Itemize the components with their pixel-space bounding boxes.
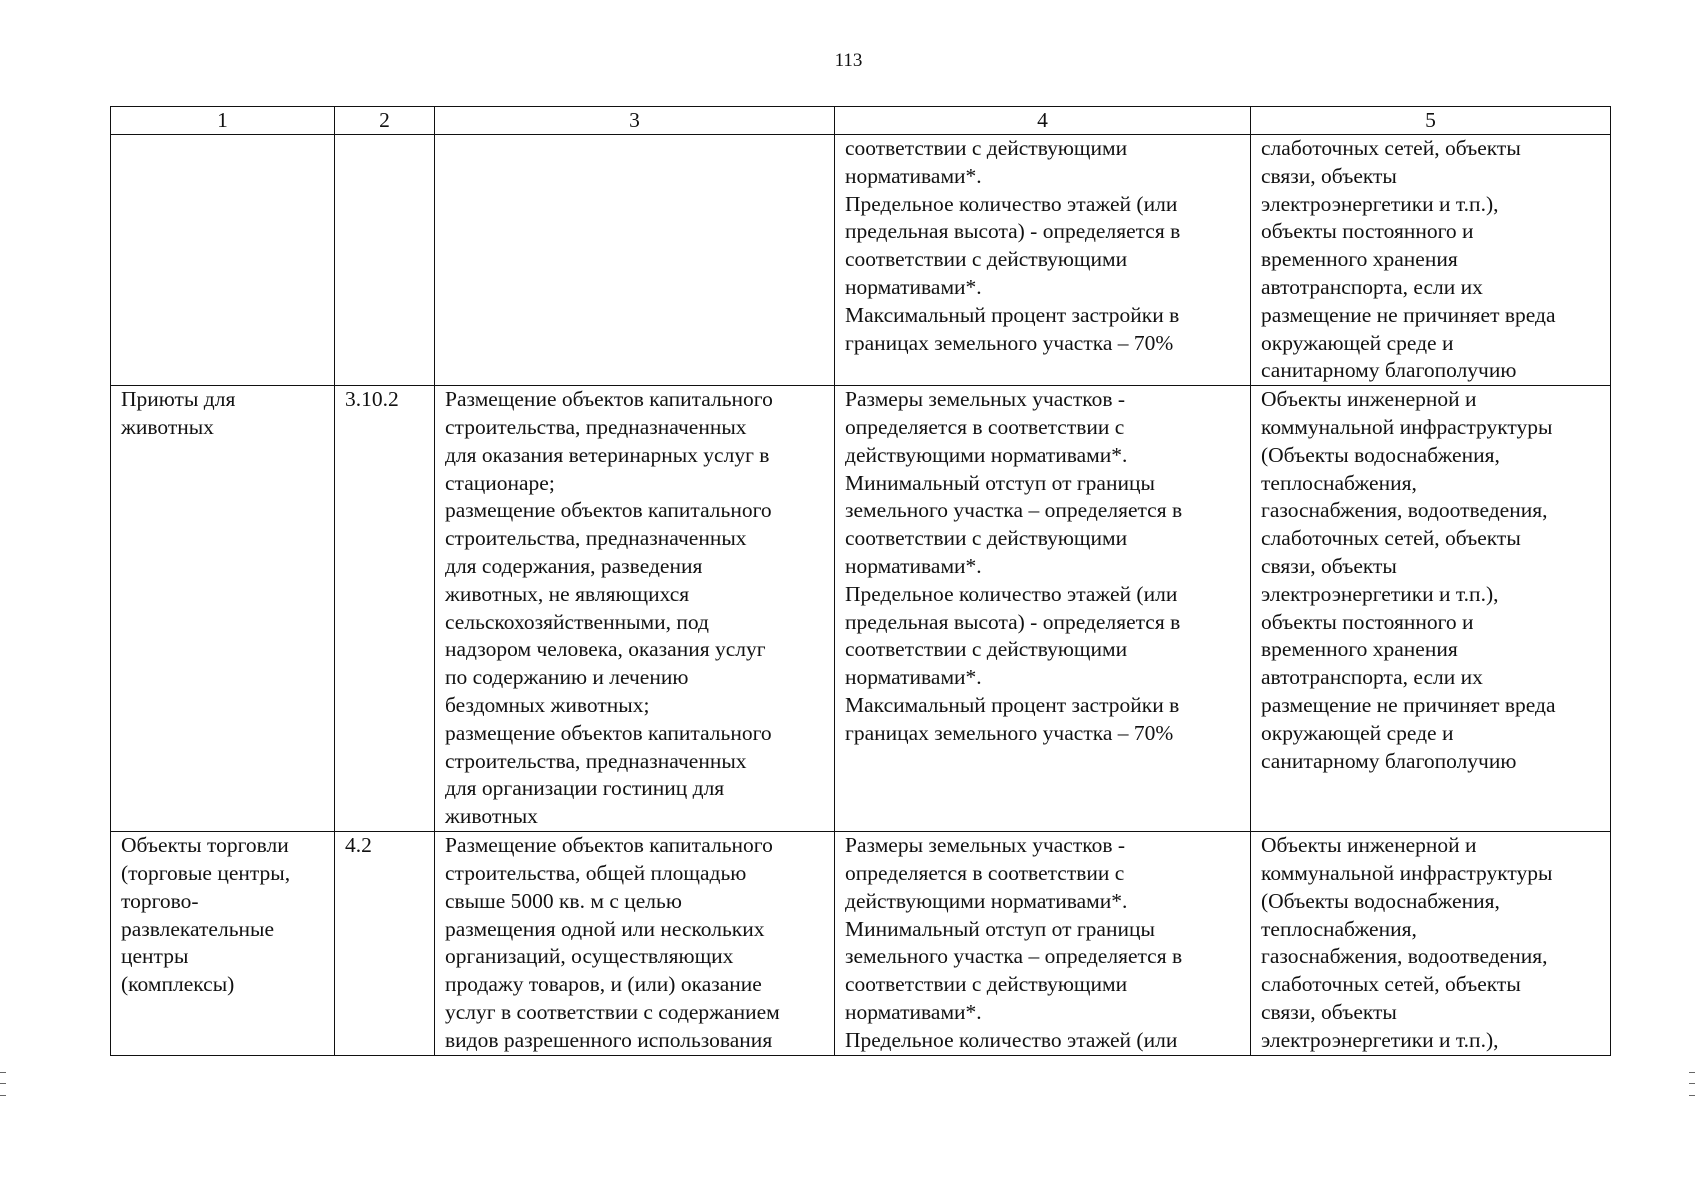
- header-col-3: 3: [435, 107, 835, 135]
- use-name-cell: [111, 135, 335, 386]
- header-col-1: 1: [111, 107, 335, 135]
- use-description-cell: Размещение объектов капитального строительства, предназначенных для оказания ветеринарных услуг в стационаре; размещение объектов капитального строительства, предназначенных для содержания, разведения животных, не являющихся сельскохозяйственными, под надзором человека, оказания услуг по содержанию и лечению бездомных животных; размещение объектов капитального строительства, предназначенных для организации гостиниц для животных: [435, 386, 835, 832]
- zoning-table: [110, 106, 1611, 1056]
- parameters-cell: соответствии с действующими нормативами*. Предельное количество этажей (или предельная высота) - определяется в соответствии с действующими нормативами*. Максимальный процент застройки в границах земельного участка – 70%: [835, 135, 1251, 386]
- use-name-cell: Объекты торговли (торговые центры, торгово- развлекательные центры (комплексы): [111, 832, 335, 1055]
- scan-margin-mark-left: [0, 1072, 6, 1096]
- parameters-cell: Размеры земельных участков - определяется в соответствии с действующими нормативами*. Минимальный отступ от границы земельного участка – определяется в соответствии с действующими нормативами*. Предельное количество этажей (или предельная высота) - определяется в соответствии с действующими нормативами*. Максимальный процент застройки в границах земельного участка – 70%: [835, 386, 1251, 832]
- header-col-4: 4: [835, 107, 1251, 135]
- use-description-cell: Размещение объектов капитального строительства, общей площадью свыше 5000 кв. м с целью размещения одной или нескольких организаций, осуществляющих продажу товаров, и (или) оказание услуг в соответствии с содержанием видов разрешенного использования: [435, 832, 835, 1055]
- table-row: [111, 135, 1611, 386]
- scan-margin-mark-right: [1689, 1072, 1695, 1096]
- use-code-cell: 3.10.2: [335, 386, 435, 832]
- auxiliary-uses-cell: Объекты инженерной и коммунальной инфраструктуры (Объекты водоснабжения, теплоснабжения, газоснабжения, водоотведения, слаботочных сетей, объекты связи, объекты электроэнергетики и т.п.),: [1251, 832, 1611, 1055]
- use-name-cell: Приюты для животных: [111, 386, 335, 832]
- use-code-cell: 4.2: [335, 832, 435, 1055]
- use-code-cell: [335, 135, 435, 386]
- auxiliary-uses-cell: Объекты инженерной и коммунальной инфраструктуры (Объекты водоснабжения, теплоснабжения, газоснабжения, водоотведения, слаботочных сетей, объекты связи, объекты электроэнергетики и т.п.), объекты постоянного и временного хранения автотранспорта, если их размещение не причиняет вреда окружающей среде и санитарному благополучию: [1251, 386, 1611, 832]
- use-description-cell: [435, 135, 835, 386]
- table-row: [111, 832, 1611, 1055]
- header-row: [111, 107, 1611, 135]
- page-number: 113: [834, 50, 863, 71]
- header-col-2: 2: [335, 107, 435, 135]
- auxiliary-uses-cell: слаботочных сетей, объекты связи, объекты электроэнергетики и т.п.), объекты постоянного и временного хранения автотранспорта, если их размещение не причиняет вреда окружающей среде и санитарному благополучию: [1251, 135, 1611, 386]
- table-row: [111, 386, 1611, 832]
- header-col-5: 5: [1251, 107, 1611, 135]
- parameters-cell: Размеры земельных участков - определяется в соответствии с действующими нормативами*. Минимальный отступ от границы земельного участка – определяется в соответствии с действующими нормативами*. Предельное количество этажей (или: [835, 832, 1251, 1055]
